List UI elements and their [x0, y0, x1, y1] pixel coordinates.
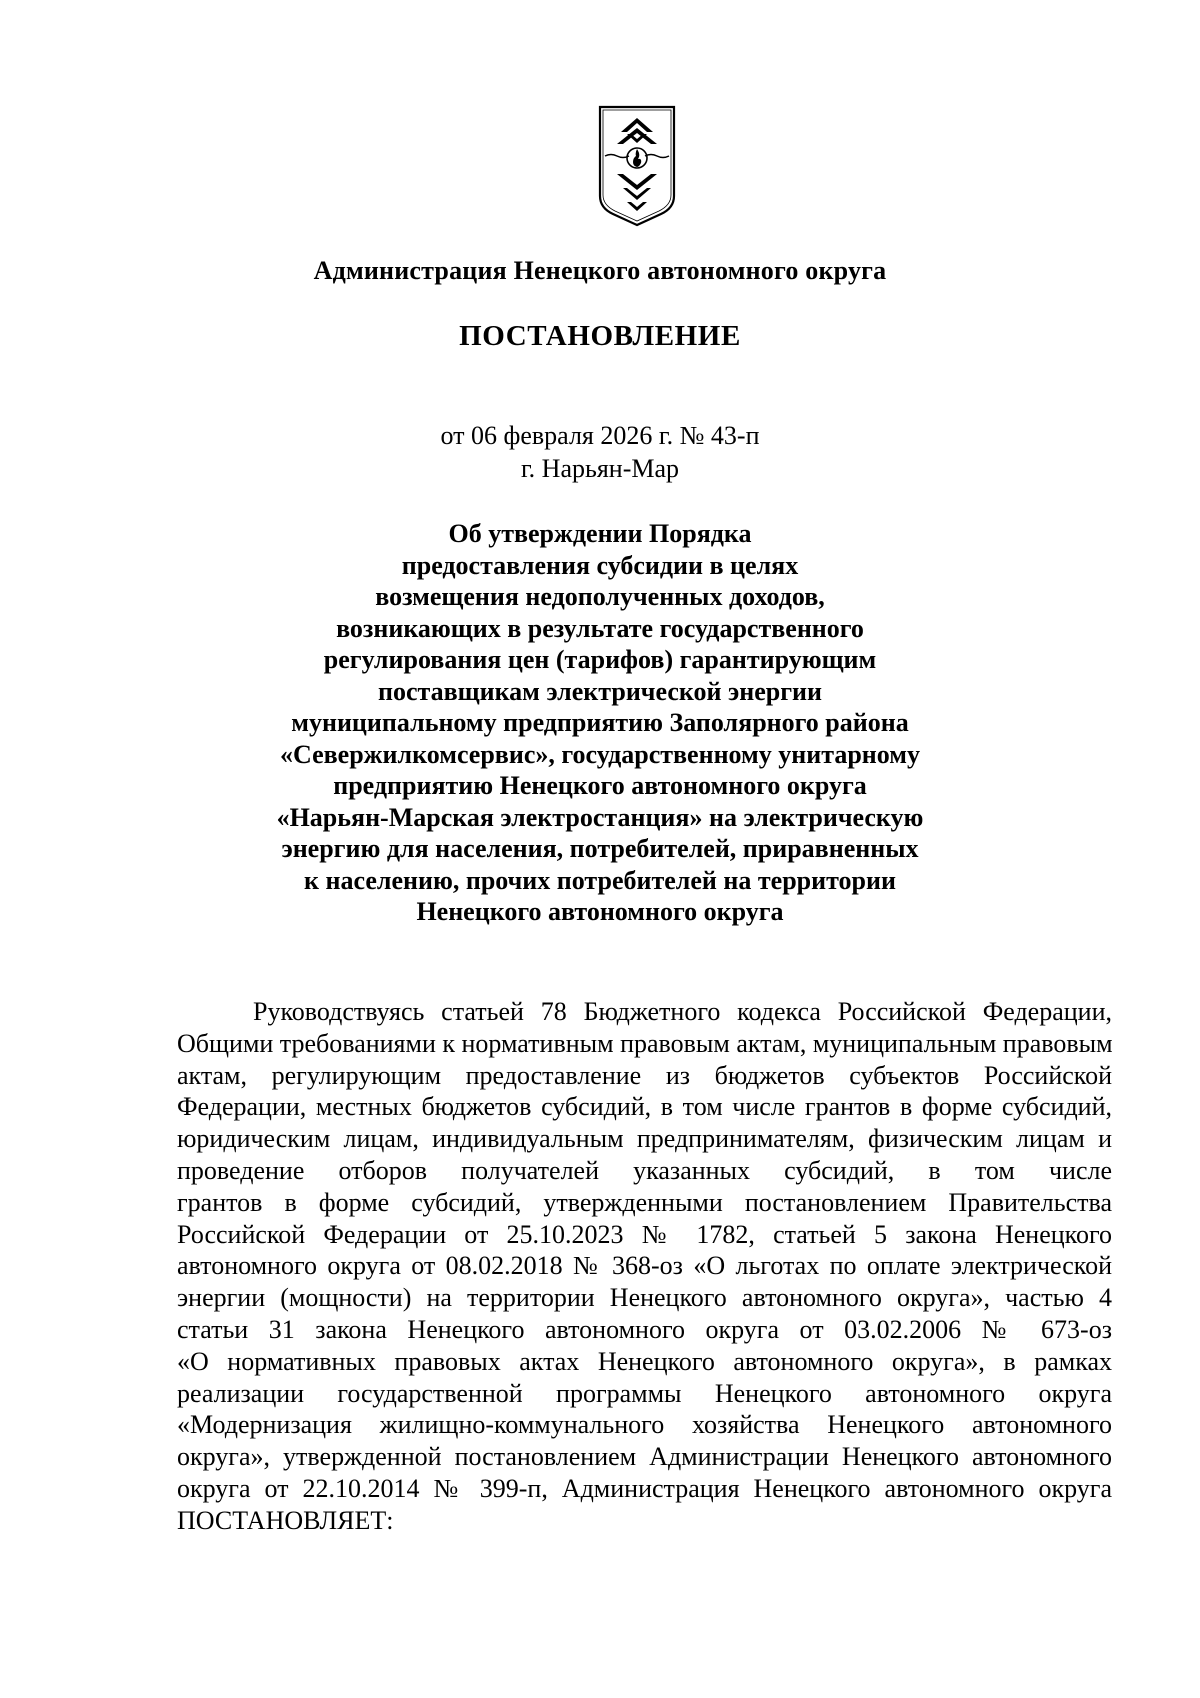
paragraph-line: актам, регулирующим предоставление из бюджетов субъектов Российской [177, 1060, 1112, 1090]
paragraph-line: округа от 22.10.2014 № 399-п, Администрация Ненецкого автономного округа [177, 1473, 1112, 1503]
subject-line: возникающих в результате государственного [336, 613, 864, 643]
paragraph-line: Российской Федерации от 25.10.2023 № 1782, статьей 5 закона Ненецкого [177, 1219, 1112, 1249]
subject-line: предприятию Ненецкого автономного округа [333, 771, 867, 800]
subject-line: «Нарьян-Марская электростанция» на электрическую [276, 802, 924, 832]
paragraph-line: юридическим лицам, индивидуальным предпринимателям, физическим лицам и [177, 1124, 1112, 1154]
paragraph-line: «Модернизация жилищно-коммунального хозяйства Ненецкого автономного [177, 1410, 1112, 1440]
paragraph-line: грантов в форме субсидий, утвержденными постановлением Правительства [177, 1187, 1112, 1217]
subject-line: возмещения недополученных доходов, [375, 582, 825, 611]
document-city: г. Нарьян-Мар [520, 454, 680, 483]
paragraph-line: Руководствуясь статьей 78 Бюджетного кодекса Российской Федерации, [253, 997, 1112, 1026]
paragraph-line: проведение отборов получателей указанных субсидий, в том числе [177, 1155, 1112, 1185]
organization-title: Администрация Ненецкого автономного округа [313, 256, 887, 285]
subject-line: Ненецкого автономного округа [416, 897, 784, 926]
paragraph-line: ПОСТАНОВЛЯЕТ: [177, 1505, 394, 1535]
subject-line: к населению, прочих потребителей на территории [304, 865, 896, 895]
subject-line: энергию для населения, потребителей, приравненных [281, 834, 919, 863]
coat-of-arms-nenets-icon [597, 104, 677, 228]
paragraph-line: энергии (мощности) на территории Ненецкого автономного округа», частью 4 [177, 1283, 1112, 1313]
subject-line: предоставления субсидии в целях [401, 550, 799, 580]
paragraph-line: реализации государственной программы Ненецкого автономного округа [177, 1378, 1112, 1408]
paragraph-line: «О нормативных правовых актах Ненецкого автономного округа», в рамках [177, 1346, 1112, 1376]
paragraph-line: Федерации, местных бюджетов субсидий, в том числе грантов в форме субсидий, [177, 1092, 1112, 1122]
paragraph-line: округа», утвержденной постановлением Администрации Ненецкого автономного [177, 1442, 1112, 1472]
paragraph-line: статьи 31 закона Ненецкого автономного округа от 03.02.2006 № 673-оз [177, 1314, 1112, 1344]
subject-line: «Севержилкомсервис», государственному унитарному [280, 739, 920, 769]
preamble-paragraph [177, 996, 1112, 1537]
paragraph-line: Общими требованиями к нормативным правовым актам, муниципальным правовым [177, 1028, 1113, 1058]
subject-line: муниципальному предприятию Заполярного района [291, 708, 909, 737]
subject-line: регулирования цен (тарифов) гарантирующим [323, 645, 877, 674]
document-subject [0, 518, 1200, 928]
document-type-heading: ПОСТАНОВЛЕНИЕ [459, 320, 741, 352]
document-date-number: от 06 февраля 2026 г. № 43-п [440, 421, 760, 450]
subject-line: поставщикам электрической энергии [378, 676, 822, 706]
paragraph-line: автономного округа от 08.02.2018 № 368-оз «О льготах по оплате электрической [177, 1251, 1112, 1281]
subject-line: Об утверждении Порядка [448, 519, 752, 548]
